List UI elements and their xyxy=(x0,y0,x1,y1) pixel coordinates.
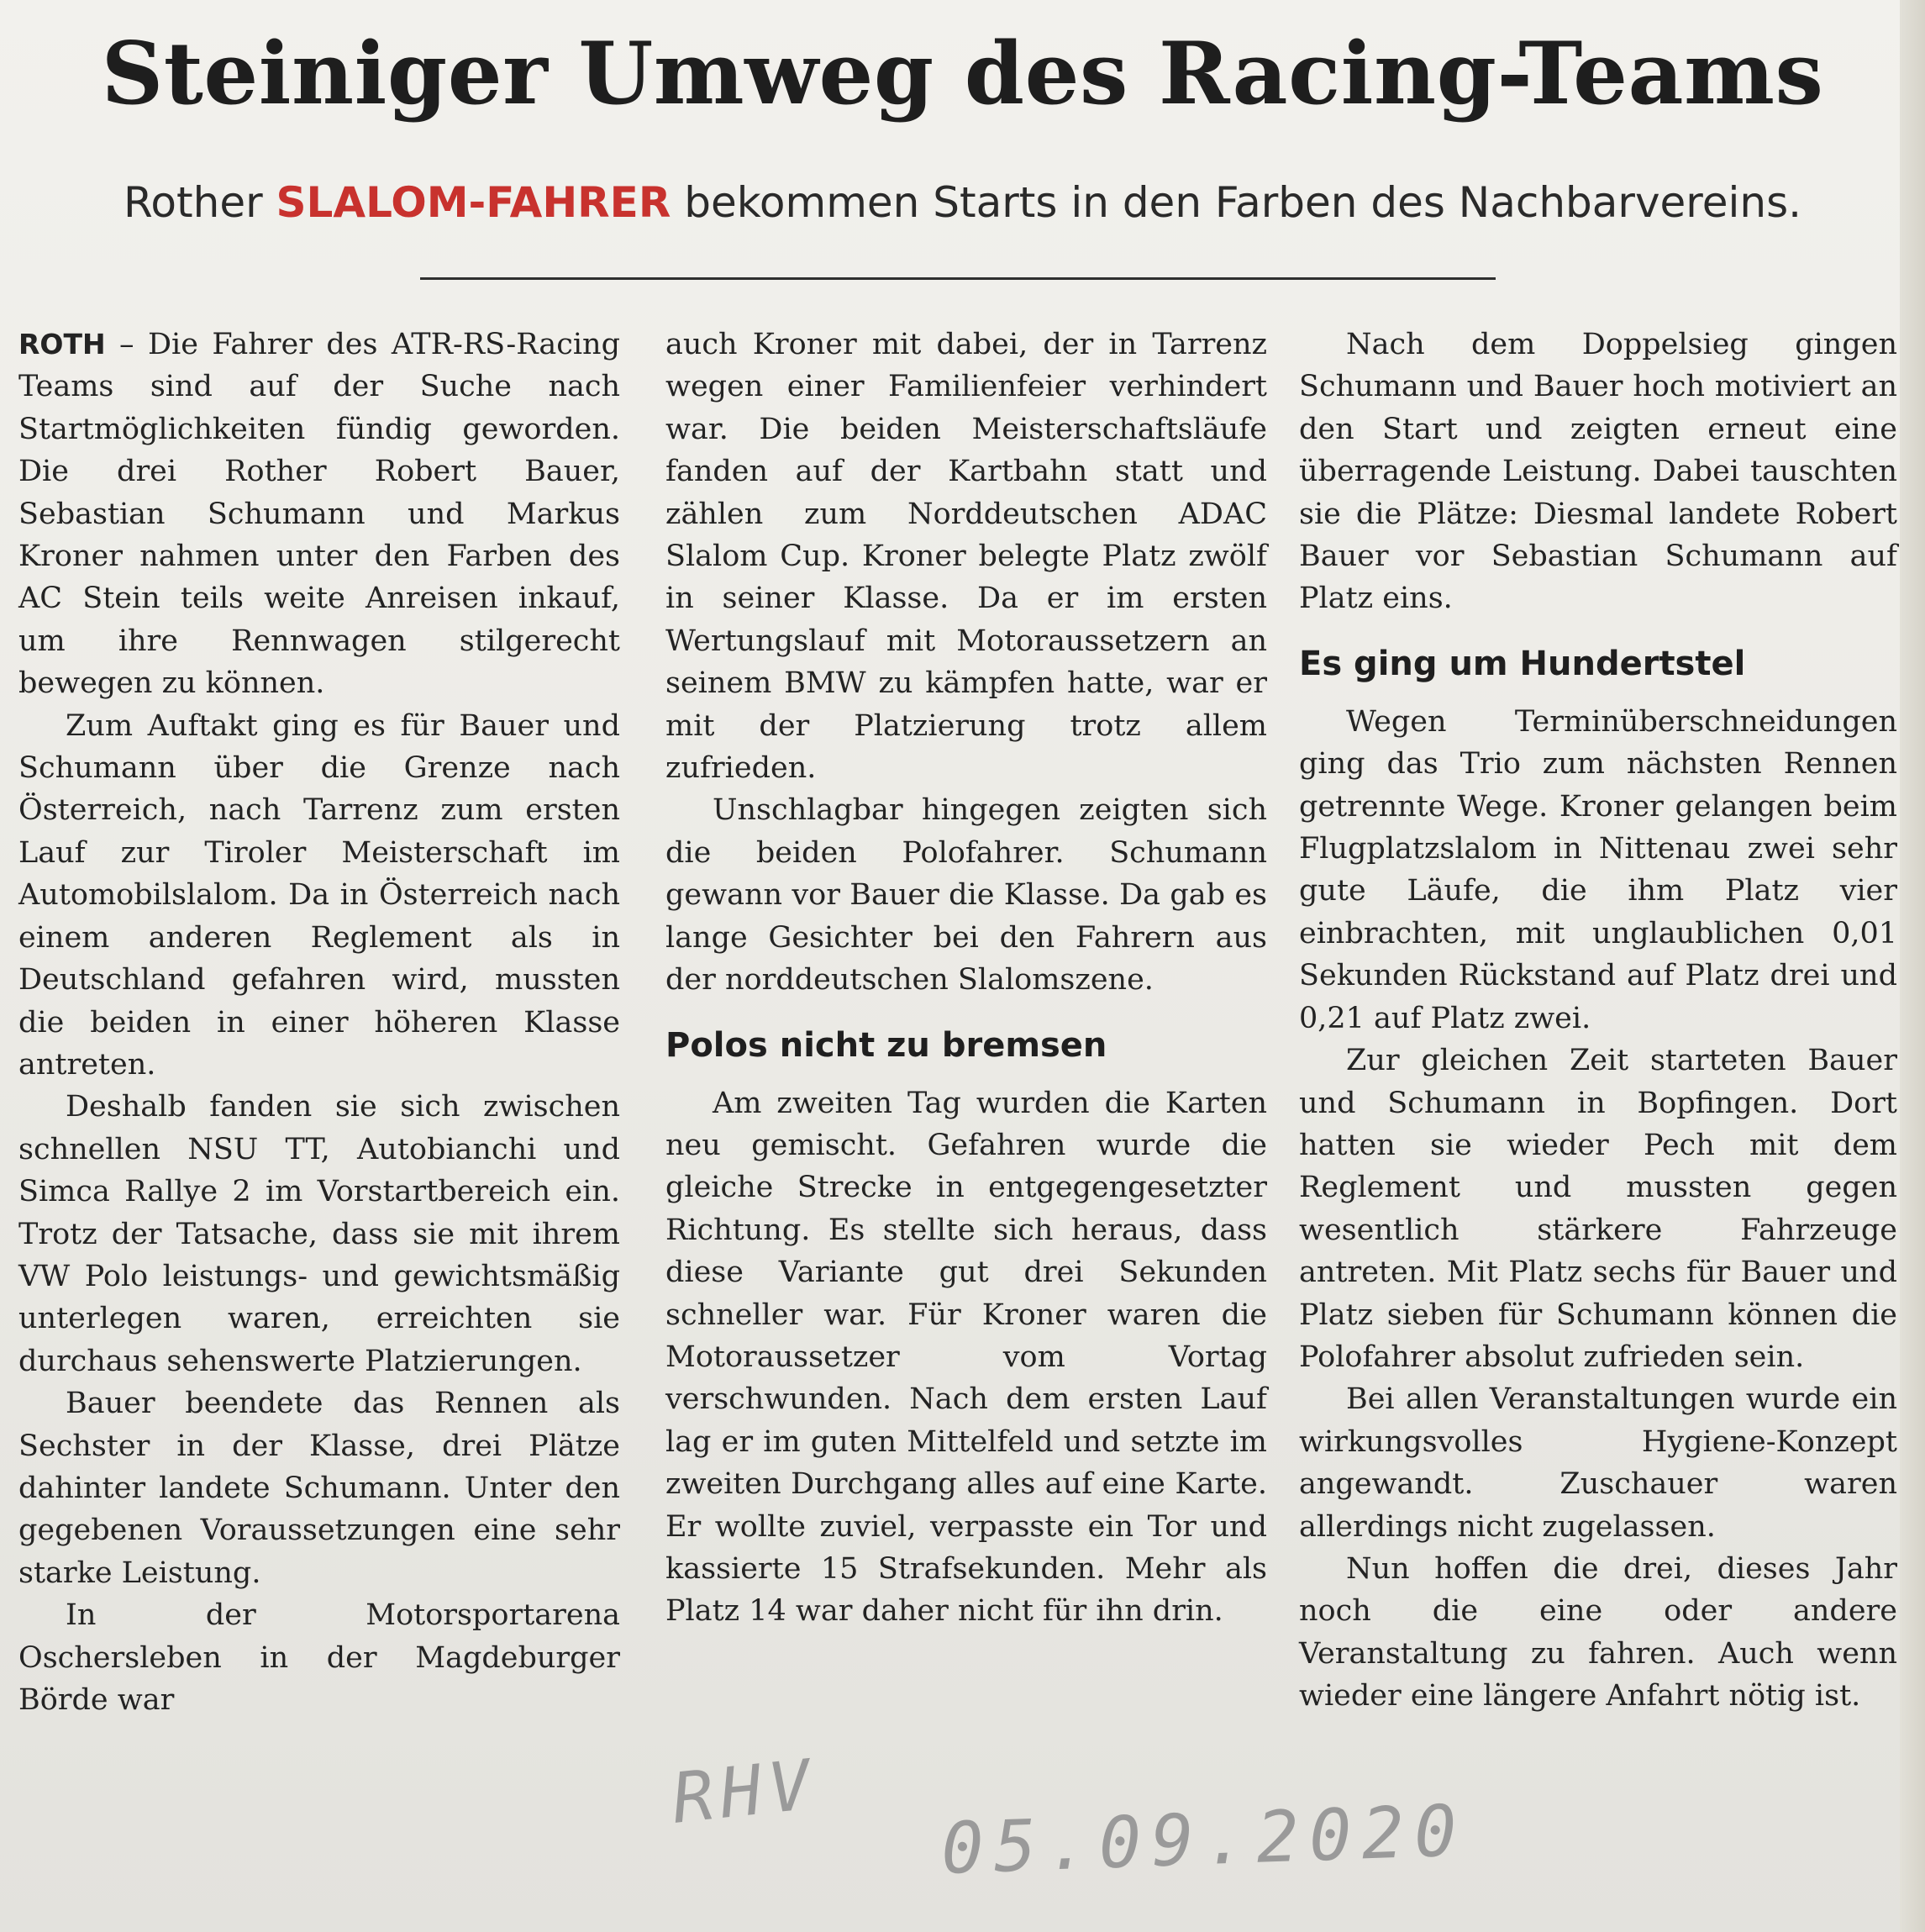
article-paragraph: Nach dem Doppelsieg gingen Schumann und Bauer hoch motiviert an den Start und zeigten erneut eine überragende Leistung. Dabei tauschten sie die Plätze: Diesmal landete Robert Bauer vor Sebastian Schumann auf Platz eins. xyxy=(1299,328,1897,616)
article-paragraph: Unschlagbar hingegen zeigten sich die beiden Polofahrer. Schumann gewann vor Bauer die Klasse. Da gab es lange Gesichter bei den Fahrern aus der norddeutschen Slalomszene. xyxy=(665,793,1267,998)
article-paragraph: auch Kroner mit dabei, der in Tarrenz wegen einer Familienfeier verhindert war. Die beiden Meisterschaftsläufe fanden auf der Kartbahn statt und zählen zum Norddeutschen ADAC Slalom Cup. Kroner belegte Platz zwölf in seiner Klasse. Da er im ersten Wertungslauf mit Motoraussetzern an seinem BMW zu kämpfen hatte, war er mit der Platzierung trotz allem zufrieden. xyxy=(665,328,1267,786)
article-column-3 xyxy=(1299,324,1897,1718)
article-paragraph: Bauer beendete das Rennen als Sechster in der Klasse, drei Plätze dahinter landete Schumann. Unter den gegebenen Voraussetzungen eine sehr starke Leistung. xyxy=(18,1387,620,1590)
handwritten-date: 05.09.2020 xyxy=(939,1789,1469,1890)
dateline-separator: – xyxy=(105,328,148,361)
handwritten-source: RHV xyxy=(668,1745,821,1840)
subheadline-prefix: Rother xyxy=(123,178,263,227)
article-paragraph: Zum Auftakt ging es für Bauer und Schumann über die Grenze nach Österreich, nach Tarrenz zum ersten Lauf zur Tiroler Meisterschaft im Automobilslalom. Da in Österreich nach einem anderen Reglement als in Deutschland gefahren wird, mussten die beiden in einer höheren Klasse antreten. xyxy=(18,708,620,1082)
headline: Steiniger Umweg des Racing-Teams xyxy=(101,24,1824,124)
article-paragraph xyxy=(18,324,620,705)
article-paragraph: Wegen Terminüberschneidungen ging das Trio zum nächsten Rennen getrennte Wege. Kroner gelangen beim Flugplatzslalom in Nittenau zwei sehr gute Läufe, die ihm Platz vier einbrachten, mit unglaublichen 0,01 Sekunden Rückstand auf Platz drei und 0,21 auf Platz zwei. xyxy=(1299,704,1897,1035)
article-paragraph: Zur gleichen Zeit starteten Bauer und Schumann in Bopfingen. Dort hatten sie wieder Pech mit dem Reglement und mussten gegen wesentlich stärkere Fahrzeuge antreten. Mit Platz sechs für Bauer und Platz sieben für Schumann können die Polofahrer absolut zufrieden sein. xyxy=(1299,1044,1897,1374)
dateline: ROTH xyxy=(18,328,106,361)
article-paragraph: Deshalb fanden sie sich zwischen schnellen NSU TT, Autobianchi und Simca Rallye 2 im Vorstartbereich ein. Trotz der Tatsache, dass sie mit ihrem VW Polo leistungs- und gewichtsmäßig unterlegen waren, erreichten sie durchaus sehenswerte Platzierungen. xyxy=(18,1090,620,1378)
subheadline-suffix: bekommen Starts in den Farben des Nachbarvereins. xyxy=(684,178,1802,227)
subheadline-kicker: SLALOM-FAHRER xyxy=(276,178,671,227)
article-column-2 xyxy=(665,324,1267,1633)
subheadline xyxy=(0,178,1925,227)
article-paragraph: Bei allen Veranstaltungen wurde ein wirkungsvolles Hygiene-Konzept angewandt. Zuschauer waren allerdings nicht zugelassen. xyxy=(1299,1382,1897,1544)
section-heading: Polos nicht zu bremsen xyxy=(665,1025,1107,1065)
headline-divider xyxy=(420,277,1496,280)
article-paragraph: In der Motorsportarena Oschersleben in der Magdeburger Börde war xyxy=(18,1598,620,1717)
paper-edge xyxy=(1900,0,1925,1932)
article-paragraph: Am zweiten Tag wurden die Karten neu gemischt. Gefahren wurde die gleiche Strecke in entgegengesetzter Richtung. Es stellte sich heraus, dass diese Variante gut drei Sekunden schneller war. Für Kroner waren die Motoraussetzer vom Vortag verschwunden. Nach dem ersten Lauf lag er im guten Mittelfeld und setzte im zweiten Durchgang alles auf eine Karte. Er wollte zuviel, verpasste ein Tor und kassierte 15 Strafsekunden. Mehr als Platz 14 war daher nicht für ihn drin. xyxy=(665,1086,1267,1629)
paragraph-text: Die Fahrer des ATR-RS-Racing Teams sind auf der Suche nach Startmöglichkeiten fündig geworden. Die drei Rother Robert Bauer, Sebastian Schumann und Markus Kroner nahmen unter den Farben des AC Stein teils weite Anreisen inkauf, um ihre Rennwagen stilgerecht bewegen zu können. xyxy=(18,328,620,701)
article-column-1 xyxy=(18,324,620,1721)
section-heading: Es ging um Hundertstel xyxy=(1299,644,1746,683)
article-paragraph: Nun hoffen die drei, dieses Jahr noch die eine oder andere Veranstaltung zu fahren. Auch wenn wieder eine längere Anfahrt nötig ist. xyxy=(1299,1551,1897,1714)
